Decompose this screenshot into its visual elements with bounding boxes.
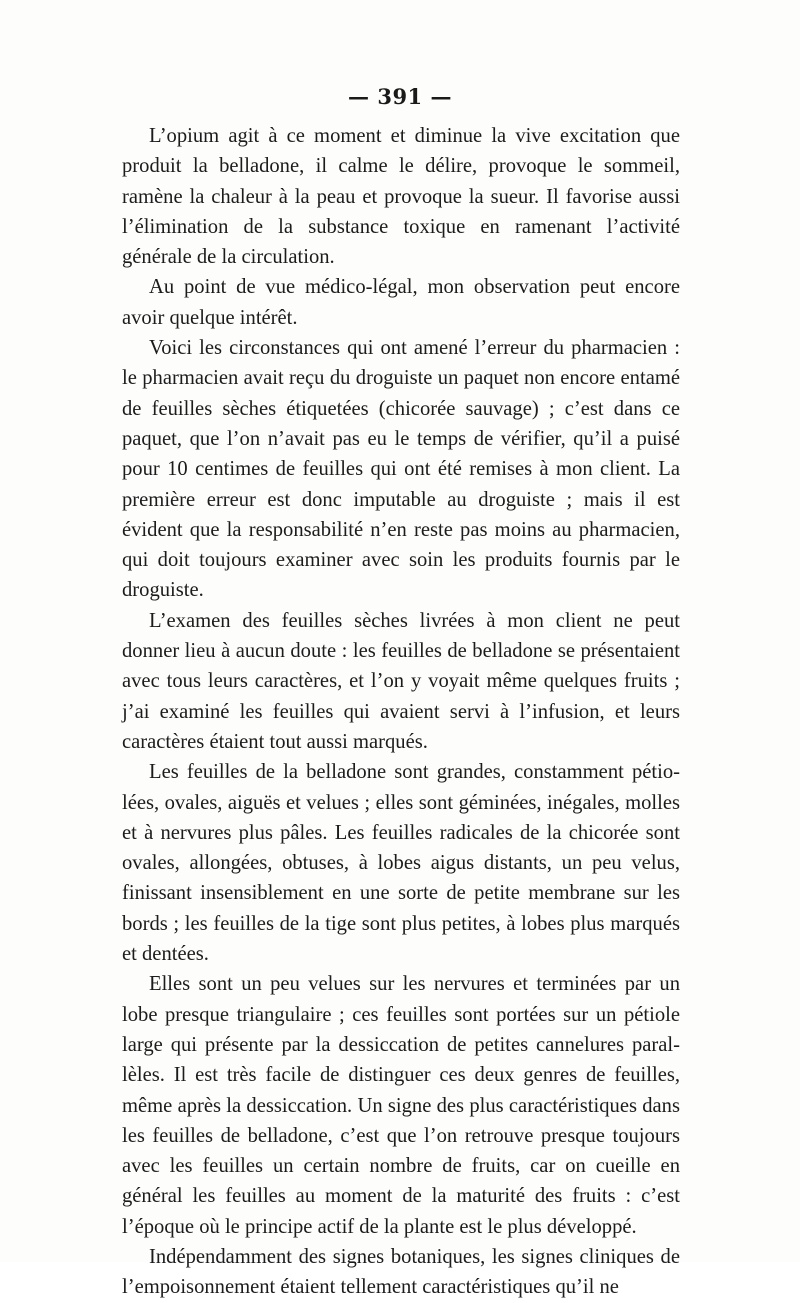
paragraph-leaf-examination: L’examen des feuilles sèches livrées à mon client ne peut donner lieu à aucun doute : les feuilles de belladone se présentaient avec tous leurs caractères, et l’on y voyait même quelques fruits ; j’ai examiné les feuilles qui avaient servi à l’infusion, et leurs caractères étaient tout aussi marqués. — [122, 609, 680, 753]
paragraph-clinical-signs: Indépendamment des signes botaniques, les signes cliniques de l’empoisonnement étaient tellement caractéristiques qu’il ne — [122, 1245, 680, 1299]
paragraph-pharmacist-error: Voici les circonstances qui ont amené l’erreur du pharmacien : le pharmacien avait reçu du droguiste un paquet non encore entamé de feuilles sèches étiquetées (chicorée sauvage) ; c’est dans ce paquet, que l’on n’avait pas eu le temps de vérifier, qu’il a puisé pour 10 centimes de feuilles qui ont été remises à mon client. La première erreur est donc imputable au droguiste ; mais il est évident que la responsabilité n’en reste pas moins au pharmacien, qui doit toujours examiner avec soin les produits fournis par le droguiste. — [122, 337, 680, 602]
paragraph-medico-legal: Au point de vue médico-légal, mon observation peut encore avoir quelque intérêt. — [122, 276, 680, 329]
paragraph-opium-effects: L’opium agit à ce moment et diminue la vive excitation que produit la belladone, il calme le délire, provoque le sommeil, ramène la chaleur à la peau et provoque la sueur. Il favorise aussi l’élimination de la substance toxique en ramenant l’activité générale de la circulation. — [122, 125, 680, 269]
page-number: — 391 — — [348, 84, 452, 109]
paragraph-chicory-leaves: Elles sont un peu velues sur les nervures et terminées par un lobe presque triangulaire ; ces feuilles sont portées sur un pétiole large qui présente par la dessiccation de petites cannelures parallèles. Il est très facile de distinguer ces deux genres de feuilles, même après la dessiccation. Un signe des plus caractéristiques dans les feuilles de belladone, c’est que l’on retrouve presque toujours avec les feuilles un certain nombre de fruits, car on cueille en général les feuilles au moment de la maturité des fruits : c’est l’époque où le principe actif de la plante est le plus développé. — [122, 973, 680, 1238]
paragraph-belladonna-leaves: Les feuilles de la belladone sont grandes, constamment pétiolées, ovales, aiguës et velues ; elles sont géminées, inégales, molles et à nervures plus pâles. Les feuilles radicales de la chicorée sont ovales, allongées, obtuses, à lobes aigus distants, un peu velus, finissant insensiblement en une sorte de petite membrane sur les bords ; les feuilles de la tige sont plus petites, à lobes plus marqués et dentées. — [122, 761, 680, 966]
body-text — [122, 121, 680, 1303]
